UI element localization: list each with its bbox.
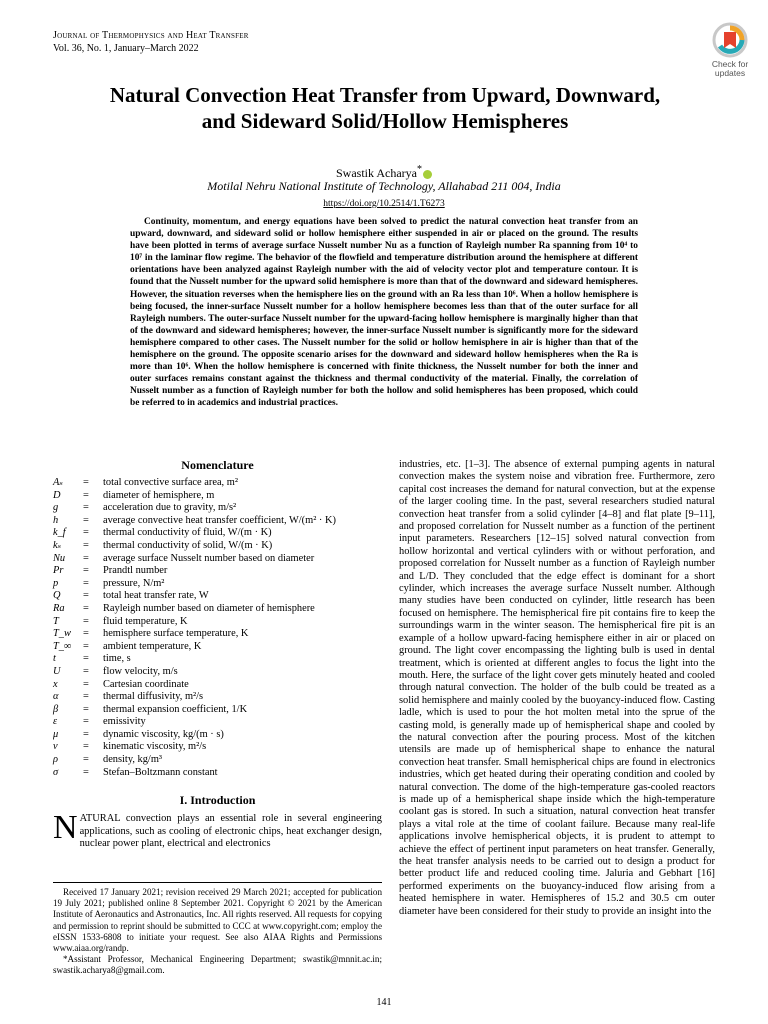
nomenclature-definition: thermal expansion coefficient, 1/K [103, 703, 248, 715]
nomenclature-definition: Rayleigh number based on diameter of hemisphere [103, 602, 315, 614]
nomenclature-equals: = [83, 539, 89, 551]
nomenclature-symbol: σ [53, 766, 59, 778]
right-column-text: industries, etc. [1–3]. The absence of external pumping agents in natural convection makes the system noise and vibration free. Furthermore, zero capital cost increases the demand for natural convection, but at the expense of the larger cooling time. In the past, several researchers studied natural convection heat transfer from a solid cylinder [4–8] and flat plate [9–11], and proposed correlation for Nusselt number as a function of the pertinent input parameters. Researchers [12–15] solved natural convection from hollow horizontal and vertical cylinders with or without perforation, and proposed correlation for Nusselt number as a function of Rayleigh number and L/D. They concluded that the edge effect is dominant for a short cylinder, which increases the average surface Nusselt number. Although many studies have been conducted on cylinder, little research has been focused on hemisphere. The hemispherical fire pit contains fire to keep the surroundings warm in the winter season. The hemispherical fire pit is an example of a hollow upward-facing hemisphere either in air or placed on ground. The light cover encompassing the lighting bulb is used in dental treatment, which is oriented at different angles to focus the light into the mouth. Here, the surface of the light cover gets minutely heated and cooled through natural convection. The holder of the bulb could be treated as a solid hemisphere and mainly cooled by the buoyancy-induced flow. Casting ladle, which is used to pour the hot molten metal into the sprue of the casting mold, is generally made up of hemispherical shape and cooled by the natural convection after the pouring process. Most of the kitchen utensils are made up of hemispherical shape to enhance the natural convection heat transfer. Small hemispherical chips are found in electronics industries, which get heated during their operating condition and cooled by natural convection. The dome of the high-temperature gas-cooled reactors is made up of a hemispherical shape inside which the high-temperature coolant gas is stored. In such a situation, natural convection heat transfer plays a vital role at the time of coolant failure. Because many real-life applications involve hemispherical objects, it is prudent to attempt to achieve the effect of pertinent input parameters on heat transfer. Generally, the heat transfer analysis needs to be carried out to design a product for better product life and reduced cooling time. Jaluria and Gebhart [16] performed experiments on the buoyancy-induced flow arising from a heated hemisphere in water. Hemispheres of 15.2 and 30.5 cm outer diameter have been considered for their study to provide an insight into the [399, 459, 715, 917]
nomenclature-equals: = [83, 716, 89, 728]
nomenclature-symbol: U [53, 665, 61, 677]
nomenclature-symbol: ε [53, 716, 58, 728]
nomenclature-definition: Stefan–Boltzmann constant [103, 766, 218, 778]
paper-title [40, 82, 730, 134]
nomenclature-row [53, 754, 382, 767]
nomenclature-symbol: h [53, 514, 59, 526]
nomenclature-definition: dynamic viscosity, kg/(m · s) [103, 728, 224, 740]
footnote-received: Received 17 January 2021; revision received 29 March 2021; accepted for publication 19 July 2021; published online 8 September 2021. Copyright © 2021 by the American Institute of Aeronautics and Astronautics, Inc. All rights reserved. All requests for copying and permission to reprint should be submitted to CCC at www.copyright.com; employ the eISSN 1533-6808 to initiate your request. See also AIAA Rights and Permissions www.aiaa.org/randp. [53, 887, 382, 954]
nomenclature-equals: = [83, 514, 89, 526]
nomenclature-row [53, 578, 382, 591]
nomenclature-definition: thermal diffusivity, m²/s [103, 691, 204, 703]
nomenclature-equals: = [83, 628, 89, 640]
dropcap: N [53, 809, 78, 847]
nomenclature-equals: = [83, 703, 89, 715]
nomenclature-row [53, 515, 382, 528]
nomenclature-list [53, 477, 382, 779]
badge-line-2: updates [714, 68, 746, 78]
nomenclature-symbol: Nu [53, 552, 66, 564]
nomenclature-equals: = [83, 678, 89, 690]
footnote-author-note: *Assistant Professor, Mechanical Engineering Department; swastik@mnnit.ac.in; swastik.acharya8@gmail.com. [53, 954, 382, 976]
introduction-text [53, 809, 382, 850]
nomenclature-symbol: Q [53, 590, 61, 602]
nomenclature-definition: thermal conductivity of solid, W/(m · K) [103, 539, 273, 551]
nomenclature-symbol: β [53, 703, 59, 715]
nomenclature-symbol: Pr [53, 565, 64, 577]
nomenclature-row [53, 477, 382, 490]
nomenclature-definition: fluid temperature, K [103, 615, 188, 627]
nomenclature-equals: = [83, 615, 89, 627]
nomenclature-symbol: α [53, 691, 59, 703]
nomenclature-row [53, 666, 382, 679]
nomenclature-equals: = [83, 552, 89, 564]
nomenclature-equals: = [83, 590, 89, 602]
nomenclature-row [53, 653, 382, 666]
nomenclature-row [53, 716, 382, 729]
journal-name: Journal of Thermophysics and Heat Transfer [53, 30, 249, 41]
nomenclature-definition: total convective surface area, m² [103, 477, 238, 488]
page-number: 141 [376, 997, 392, 1008]
nomenclature-definition: Cartesian coordinate [103, 678, 189, 690]
nomenclature-symbol: ρ [53, 754, 58, 766]
nomenclature-title: Nomenclature [181, 458, 254, 472]
nomenclature-symbol: T [53, 615, 59, 627]
nomenclature-definition: density, kg/m³ [103, 754, 163, 766]
nomenclature-definition: pressure, N/m² [103, 577, 165, 589]
nomenclature-row [53, 704, 382, 717]
abstract: Continuity, momentum, and energy equations have been solved to predict the natural convection heat transfer from an upward, downward, and sideward solid or hollow hemisphere either suspended in air or placed on the ground. The results have been plotted in terms of average surface Nusselt number Nu as a function of Rayleigh number Ra spanning from 10⁴ to 10⁷ in the laminar flow regime. The behavior of the flowfield and temperature distribution around the hemisphere at different orientations have been analyzed against Rayleigh number with the aid of velocity vector plot and temperature contour. It is found that the Nusselt number for the upward solid hemisphere is more than that of the downward and sideward hemispheres. However, the situation reverses when the hemisphere lies on the ground with an Ra less than 10⁶. When a hollow hemisphere is being focused, the inner-surface Nusselt number for a hollow hemisphere becomes less than that of the outer surface for all Rayleigh numbers. The outer-surface Nusselt number for the upward-facing hollow hemisphere is marginally higher than that of the downward and sideward hemispheres; however, the inner-surface Nusselt number is significantly more for the sideward hemisphere compared to other cases. The Nusselt number for the solid or hollow hemisphere in air is higher than that of the hemisphere on the ground. The opposite scenario arises for the downward and sideward hollow hemispheres when the Ra is more than 10⁶. When the hollow hemisphere is concerned with finite thickness, the Nusselt number for both the inner and outer surfaces remains constant against the thickness and thermal conductivity of the material. Finally, the correlation of Nusselt number as a function of Rayleigh number for both the hollow and solid hemispheres has been proposed, which could be referred to in academics and industrial practices. [130, 217, 638, 409]
nomenclature-row [53, 553, 382, 566]
author-affiliation: Motilal Nehru National Institute of Technology, Allahabad 211 004, India [207, 179, 561, 193]
nomenclature-row [53, 527, 382, 540]
nomenclature-symbol: p [53, 577, 59, 589]
nomenclature-definition: diameter of hemisphere, m [103, 489, 215, 501]
nomenclature-row [53, 502, 382, 515]
nomenclature-row [53, 565, 382, 578]
nomenclature-equals: = [83, 527, 89, 539]
footnote [53, 882, 382, 977]
nomenclature-symbol: g [53, 502, 59, 514]
nomenclature-equals: = [83, 653, 89, 665]
nomenclature-row [53, 603, 382, 616]
nomenclature-row [53, 767, 382, 780]
title-line-1: Natural Convection Heat Transfer from Upward, Downward, [109, 83, 661, 107]
nomenclature-symbol: T_w [53, 628, 71, 640]
badge-line-1: Check for [711, 59, 749, 69]
nomenclature-definition: flow velocity, m/s [103, 665, 178, 677]
nomenclature-row [53, 641, 382, 654]
intro-paragraph: ATURAL convection plays an essential role in several engineering applications, such as cooling of electronic chips, heat exchanger design, nuclear power plant, electrical and electronics [79, 813, 382, 850]
nomenclature-definition: emissivity [103, 716, 146, 728]
nomenclature-definition: hemisphere surface temperature, K [103, 628, 249, 640]
nomenclature-definition: thermal conductivity of fluid, W/(m · K) [103, 527, 272, 539]
nomenclature-row [53, 540, 382, 553]
nomenclature-equals: = [83, 602, 89, 614]
nomenclature-row [53, 729, 382, 742]
nomenclature-equals: = [83, 754, 89, 766]
nomenclature-symbol: x [53, 678, 58, 690]
author-marker: * [416, 164, 422, 175]
nomenclature-equals: = [83, 502, 89, 514]
nomenclature-definition: total heat transfer rate, W [103, 590, 209, 602]
doi-link-wrap [0, 199, 768, 209]
nomenclature-equals: = [83, 565, 89, 577]
nomenclature-row [53, 679, 382, 692]
nomenclature-symbol: t [53, 653, 56, 665]
nomenclature-equals: = [83, 766, 89, 778]
nomenclature-symbol: kₛ [53, 539, 62, 551]
orcid-icon[interactable] [423, 170, 432, 179]
nomenclature-symbol: T_∞ [53, 640, 72, 652]
nomenclature-equals: = [83, 489, 89, 501]
nomenclature-row [53, 616, 382, 629]
nomenclature-definition: time, s [103, 653, 131, 665]
nomenclature-equals: = [83, 691, 89, 703]
nomenclature-definition: average convective heat transfer coefficient, W/(m² · K) [103, 514, 336, 526]
nomenclature-symbol: ν [53, 741, 58, 753]
nomenclature-symbol: Ra [53, 602, 65, 614]
nomenclature-symbol: D [53, 489, 61, 501]
doi-link[interactable]: https://doi.org/10.2514/1.T6273 [323, 199, 445, 209]
journal-header [53, 29, 249, 55]
check-for-updates-badge[interactable] [698, 22, 762, 84]
nomenclature-row [53, 490, 382, 503]
nomenclature-equals: = [83, 640, 89, 652]
journal-issue: Vol. 36, No. 1, January–March 2022 [53, 43, 199, 54]
nomenclature-symbol: k_f [53, 527, 66, 539]
nomenclature-definition: acceleration due to gravity, m/s² [103, 502, 237, 514]
title-line-2: and Sideward Solid/Hollow Hemispheres [201, 109, 569, 133]
nomenclature-definition: Prandtl number [103, 565, 168, 577]
nomenclature-equals: = [83, 477, 89, 488]
nomenclature-row [53, 741, 382, 754]
nomenclature-definition: kinematic viscosity, m²/s [103, 741, 207, 753]
introduction-heading: I. Introduction [179, 793, 256, 808]
nomenclature-row [53, 628, 382, 641]
nomenclature-definition: average surface Nusselt number based on diameter [103, 552, 315, 564]
check-for-updates-icon [712, 22, 748, 58]
nomenclature-definition: ambient temperature, K [103, 640, 202, 652]
nomenclature-row [53, 691, 382, 704]
left-column [53, 458, 382, 850]
author-name: Swastik Acharya [336, 166, 417, 180]
nomenclature-symbol: μ [53, 728, 59, 740]
nomenclature-equals: = [83, 741, 89, 753]
nomenclature-equals: = [83, 577, 89, 589]
nomenclature-equals: = [83, 665, 89, 677]
nomenclature-symbol: Aₛ [53, 477, 63, 488]
nomenclature-equals: = [83, 728, 89, 740]
nomenclature-row [53, 590, 382, 603]
